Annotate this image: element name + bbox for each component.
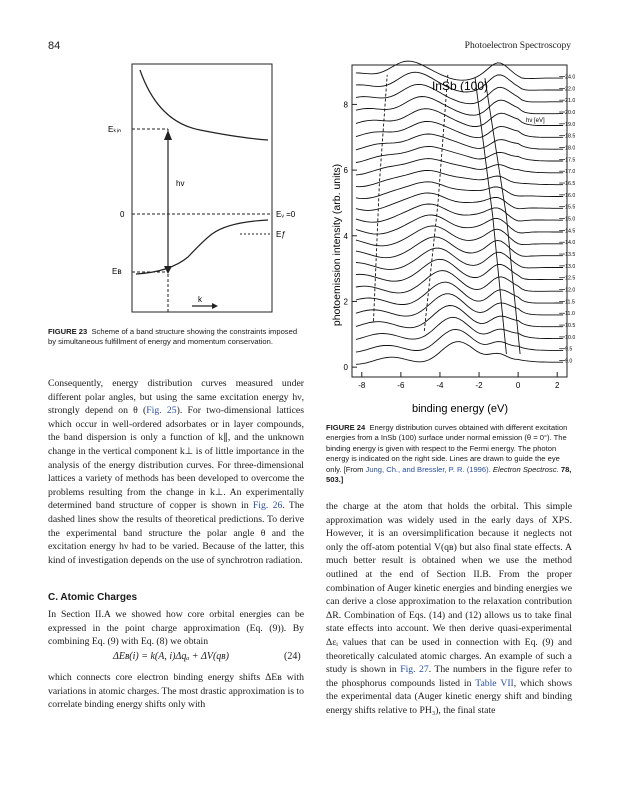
figure-24-citation-link[interactable]: Jung, Ch., and Bressler, P. R. (1996). <box>365 464 491 474</box>
fig24-edc-curve <box>356 97 563 116</box>
fig24-edc-curve <box>356 329 563 352</box>
fig24-hv-label: 15.0 <box>565 216 575 223</box>
fig24-xtick-label: -6 <box>397 381 405 390</box>
fig24-ytick-label: 0 <box>343 363 348 373</box>
figure-24-journal: Electron Spectrosc. <box>492 464 559 474</box>
fig24-xtick-label: -4 <box>436 381 444 390</box>
fig24-guide-lines <box>374 75 521 354</box>
fig24-ytick-label: 4 <box>343 231 348 241</box>
fig24-hv-label: 13.0 <box>565 263 575 270</box>
figure-24-caption-text: Energy distribution curves obtained with different excitation energies from a InSb (100) surface under normal emission (θ = 0°). The binding energy is given with respect to the Fermi energy. The photon energy is indicated on the right side. Lines are drawn to guide the eye only. [From <box>326 423 568 474</box>
figure-24-edc-chart <box>310 60 575 420</box>
left-paragraph-3: which connects core electron binding energy shifts ΔEʙ with variations in atomic charges. The most drastic approximation is to correlate binding energy shifts only with <box>48 672 304 711</box>
right-paragraph-1: the charge at the atom that holds the orbital. This simple approximation was widely used in the early days of XPS. However, it is an oversimplification because it neglects not only the off-atom potential V(qʙ) but also final state effects. A much better result is obtained when we use the method outlined at the end of Section II.B. From the proper combination of Auger kinetic energies and binding energies we can derive a close approximation to the relaxation contribution ΔR. Combination of Eqs. (14) and (12) allows us to take final state effects into account. We then derive quasi-experimental Δεᵢ values that can be used in connection with Eq. (9) and theoretically calculated atomic charges. An example of such a study is shown in Fig. 27. The numbers in the figure refer to the phosphorus compounds listed in Table VII, which shows the experimental data (Auger kinetic energy shift and binding energy shifts relative to PH₃), the final state <box>326 501 572 716</box>
fig24-edc-curve <box>356 248 563 269</box>
fig24-guide-line <box>424 75 448 331</box>
section-heading: C. Atomic Charges <box>48 592 138 603</box>
fig24-hv-label: 21.0 <box>565 98 575 105</box>
fig24-edc-curve <box>356 61 563 80</box>
fig24-edc-curve <box>356 306 563 328</box>
right-column <box>326 500 572 718</box>
figure-23-band-diagram <box>100 62 300 322</box>
fig24-ytick-label: 2 <box>343 297 348 307</box>
fig24-xtick-label: 0 <box>515 381 521 390</box>
fig24-edc-curve <box>356 159 563 175</box>
fig24-hv-label: 9.5 <box>565 346 573 353</box>
fig24-title: InSb (100) <box>431 79 489 93</box>
fig24-hv-label: 10.5 <box>565 323 575 330</box>
fig24-hv-label: 14.0 <box>565 240 575 247</box>
fig24-hv-label: 19.0 <box>565 121 575 128</box>
fig24-hv-label: 11.0 <box>565 311 575 318</box>
fig23-label-ekin: Eₖᵢₙ <box>108 125 122 134</box>
fig24-guide-line <box>374 75 388 321</box>
fig24-edc-curve <box>356 294 563 316</box>
figure-23-caption <box>48 327 306 348</box>
fig24-edc-curve <box>356 317 563 339</box>
table7-link[interactable]: Table VII <box>475 677 514 689</box>
fig24-xtick-label: -8 <box>358 381 366 390</box>
fig23-frame <box>132 64 272 312</box>
fig24-hv-label: 12.5 <box>565 275 575 282</box>
figure-23-caption-text: Scheme of a band structure showing the constraints imposed by simultaneous fulfillment of energy and momentum conservation. <box>48 327 298 347</box>
fig23-label-k: k <box>198 295 202 304</box>
fig24-xlabel: binding energy (eV) <box>411 403 509 415</box>
fig24-hv-label: 18.0 <box>565 145 575 152</box>
fig24-hv-label: 9.0 <box>565 358 573 365</box>
fig24-edc-curve <box>356 237 563 258</box>
fig23-label-zero: 0 <box>120 210 125 219</box>
fig27-link[interactable]: Fig. 27 <box>400 664 429 676</box>
fig24-hv-label: 15.5 <box>565 204 575 211</box>
fig24-edc-curve <box>356 259 563 281</box>
fig24-hv-label: 24.0 <box>565 74 575 81</box>
fig24-hv-label: 16.0 <box>565 192 575 199</box>
fig24-hv-label: 18.5 <box>565 133 575 140</box>
fig24-hv-label: 12.0 <box>565 287 575 294</box>
fig24-edc-curve <box>356 215 563 234</box>
fig24-hv-label: 16.5 <box>565 181 575 188</box>
fig24-hv-label: 14.5 <box>565 228 575 235</box>
fig24-hv-label: 22.0 <box>565 86 575 93</box>
fig24-edc-curve <box>356 204 563 222</box>
left-paragraph-2: In Section II.A we showed how core orbital energies can be expressed in the point charge approximation (Eq. (9)). By combining Eq. (9) with Eq. (8) we obtain <box>48 609 304 648</box>
fig24-edc-curve <box>356 147 563 163</box>
fig25-link[interactable]: Fig. 25 <box>146 405 177 417</box>
fig24-ytick-label: 6 <box>343 166 348 176</box>
equation-number: (24) <box>284 651 301 662</box>
fig24-hv-header: hν [eV] <box>526 118 545 124</box>
fig24-xtick-label: 2 <box>555 381 560 390</box>
fig24-edc-curve <box>356 282 563 304</box>
fig26-link[interactable]: Fig. 26 <box>252 500 283 512</box>
fig24-hv-label: 17.5 <box>565 157 575 164</box>
figure-24-label: FIGURE 24 <box>326 423 366 432</box>
fig23-lower-band <box>136 220 268 274</box>
figure-24-volume: 78, 503.] <box>326 464 572 485</box>
equation-24: ΔEʙ(i) = k(A, i)Δqₐ + ΔV(qʙ) <box>113 651 229 662</box>
fig24-hv-label: 20.0 <box>565 110 575 117</box>
page-number: 84 <box>48 40 61 52</box>
left-column <box>48 377 304 567</box>
fig24-xtick-label: -2 <box>475 381 483 390</box>
fig23-label-ev: Eᵥ =0 <box>276 210 296 219</box>
fig23-label-eb: Eʙ <box>112 267 122 276</box>
fig24-edc-curve <box>356 170 563 186</box>
fig24-ytick-label: 8 <box>343 100 348 110</box>
fig24-edc-curve <box>356 226 563 246</box>
fig24-hv-label: 10.0 <box>565 334 575 341</box>
left-paragraph-1: Consequently, energy distribution curves measured under different polar angles, but using the same excitation energy hν, strongly depend on θ (Fig. 25). For two-dimensional lattices which occur in well-ordered adsorbates or in layer compounds, the band dispersion is only a function of k∥, and the unknown change in the vertical component k⊥ is of little importance in the analysis of the energy distribution curves. For three-dimensional lattices a variety of methods has been developed to overcome the problems resulting from the change in k⊥. An experimentally determined band structure of copper is shown in Fig. 26. The dashed lines show the results of theoretical predictions. To derive the experimental band structure the polar angle θ and the excitation energy hν had to be varied. Because of the latter, this kind of investigation depends on the use of synchrotron radiation. <box>48 378 304 566</box>
fig23-label-hv: hv <box>176 179 185 188</box>
fig24-hv-label: 17.0 <box>565 169 575 176</box>
figure-23-label: FIGURE 23 <box>48 327 88 336</box>
running-title: Photoelectron Spectroscopy <box>464 41 571 51</box>
figure-24-caption <box>326 423 572 485</box>
fig24-curves <box>356 61 563 364</box>
fig24-ylabel: photoemission intensity (arb. units) <box>331 163 343 327</box>
fig23-label-ef: Eƒ <box>276 230 286 239</box>
fig24-hv-label: 13.5 <box>565 252 575 259</box>
fig24-hv-label: 11.5 <box>565 299 575 306</box>
